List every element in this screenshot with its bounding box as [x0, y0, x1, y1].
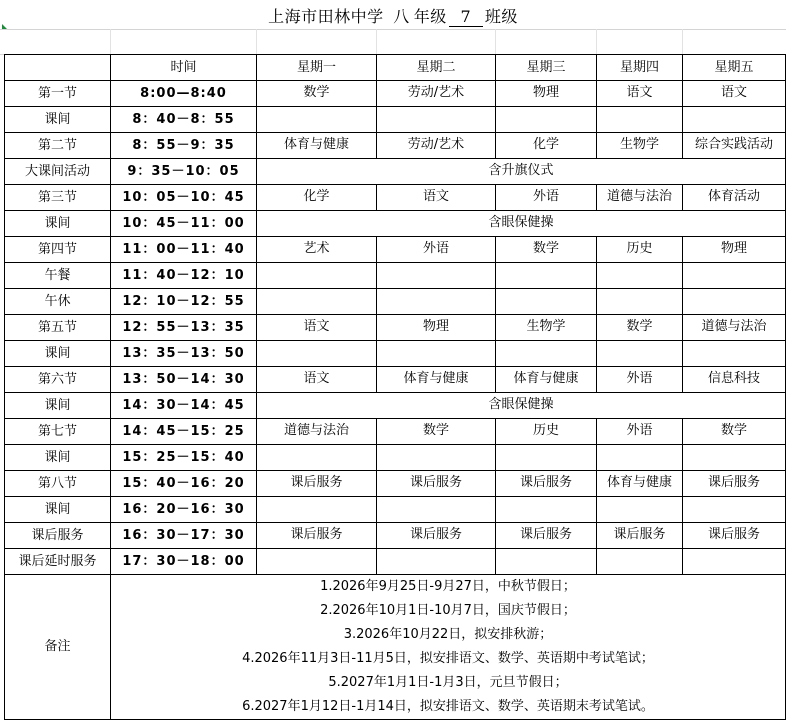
- table-row: [5, 419, 786, 445]
- subject-cell-fri[interactable]: 课后服务: [683, 471, 786, 497]
- subject-cell-fri[interactable]: [683, 497, 786, 523]
- gridline: [110, 29, 111, 54]
- merged-activity-cell[interactable]: 含眼保健操: [257, 211, 786, 237]
- header-cell-period[interactable]: [5, 55, 111, 81]
- merged-activity-cell[interactable]: 含升旗仪式: [257, 159, 786, 185]
- class-label: 班级: [484, 7, 518, 26]
- subject-cell-wed[interactable]: [496, 549, 597, 575]
- subject-cell-mon[interactable]: 体育与健康: [257, 133, 377, 159]
- subject-cell-wed[interactable]: [496, 107, 597, 133]
- subject-cell-fri[interactable]: 体育活动: [683, 185, 786, 211]
- subject-cell-tue[interactable]: [377, 263, 496, 289]
- subject-cell-thu[interactable]: 课后服务: [597, 523, 683, 549]
- subject-cell-fri[interactable]: 信息科技: [683, 367, 786, 393]
- note-line: 1.2026年9月25日-9月27日，中秋节假日；: [320, 579, 576, 594]
- time-cell[interactable]: 14：30－14：45: [111, 393, 257, 419]
- subject-cell-mon[interactable]: 课后服务: [257, 523, 377, 549]
- notes-row: [5, 575, 786, 720]
- header-row: [5, 55, 786, 81]
- table-row: [5, 107, 786, 133]
- subject-cell-tue[interactable]: [377, 497, 496, 523]
- time-cell[interactable]: 10：45－11：00: [111, 211, 257, 237]
- subject-cell-fri[interactable]: 课后服务: [683, 523, 786, 549]
- period-cell[interactable]: 课后延时服务: [5, 549, 111, 575]
- merged-activity-cell[interactable]: 含眼保健操: [257, 393, 786, 419]
- period-cell[interactable]: 课间: [5, 445, 111, 471]
- table-row: [5, 185, 786, 211]
- subject-cell-fri[interactable]: 综合实践活动: [683, 133, 786, 159]
- period-cell[interactable]: 第五节: [5, 315, 111, 341]
- time-cell[interactable]: 15：40－16：20: [111, 471, 257, 497]
- time-cell[interactable]: 17：30－18：00: [111, 549, 257, 575]
- period-cell[interactable]: 课间: [5, 393, 111, 419]
- subject-cell-thu[interactable]: 外语: [597, 419, 683, 445]
- time-cell[interactable]: 13：50－14：30: [111, 367, 257, 393]
- time-cell[interactable]: 11：40－12：10: [111, 263, 257, 289]
- subject-cell-thu[interactable]: [597, 107, 683, 133]
- subject-cell-tue[interactable]: 语文: [377, 185, 496, 211]
- table-row: [5, 81, 786, 107]
- subject-cell-wed[interactable]: 数学: [496, 237, 597, 263]
- subject-cell-thu[interactable]: 数学: [597, 315, 683, 341]
- subject-cell-tue[interactable]: [377, 107, 496, 133]
- header-cell-thursday[interactable]: 星期四: [597, 55, 683, 81]
- period-cell[interactable]: 第二节: [5, 133, 111, 159]
- time-cell[interactable]: 10：05－10：45: [111, 185, 257, 211]
- subject-cell-fri[interactable]: [683, 263, 786, 289]
- subject-cell-tue[interactable]: [377, 445, 496, 471]
- period-cell[interactable]: 第七节: [5, 419, 111, 445]
- period-cell[interactable]: 大课间活动: [5, 159, 111, 185]
- time-cell[interactable]: 8：55－9：35: [111, 133, 257, 159]
- subject-cell-mon[interactable]: [257, 549, 377, 575]
- subject-cell-wed[interactable]: 课后服务: [496, 471, 597, 497]
- subject-cell-wed[interactable]: 物理: [496, 81, 597, 107]
- subject-cell-tue[interactable]: [377, 549, 496, 575]
- subject-cell-thu[interactable]: [597, 289, 683, 315]
- subject-cell-wed[interactable]: 历史: [496, 419, 597, 445]
- subject-cell-mon[interactable]: 化学: [257, 185, 377, 211]
- note-line: 3.2026年10月22日，拟安排秋游；: [343, 627, 553, 642]
- subject-cell-mon[interactable]: 课后服务: [257, 471, 377, 497]
- period-cell[interactable]: 午休: [5, 289, 111, 315]
- period-cell[interactable]: 课间: [5, 107, 111, 133]
- subject-cell-thu[interactable]: 道德与法治: [597, 185, 683, 211]
- period-cell[interactable]: 第一节: [5, 81, 111, 107]
- table-row: [5, 211, 786, 237]
- subject-cell-mon[interactable]: 语文: [257, 315, 377, 341]
- header-cell-time[interactable]: 时间: [111, 55, 257, 81]
- subject-cell-tue[interactable]: 外语: [377, 237, 496, 263]
- subject-cell-fri[interactable]: [683, 289, 786, 315]
- subject-cell-tue[interactable]: [377, 341, 496, 367]
- subject-cell-wed[interactable]: [496, 341, 597, 367]
- subject-cell-thu[interactable]: 语文: [597, 81, 683, 107]
- subject-cell-thu[interactable]: [597, 263, 683, 289]
- gridline: [256, 29, 257, 54]
- subject-cell-tue[interactable]: 课后服务: [377, 471, 496, 497]
- page-title: [0, 4, 786, 27]
- table-row: [5, 289, 786, 315]
- period-cell[interactable]: 课后服务: [5, 523, 111, 549]
- subject-cell-tue[interactable]: 劳动/艺术: [377, 133, 496, 159]
- notes-label-cell[interactable]: 备注: [5, 575, 111, 720]
- timetable-grid: [4, 54, 786, 720]
- subject-cell-wed[interactable]: [496, 445, 597, 471]
- period-cell[interactable]: 第三节: [5, 185, 111, 211]
- subject-cell-mon[interactable]: [257, 107, 377, 133]
- class-number: 7: [449, 7, 483, 27]
- subject-cell-wed[interactable]: 课后服务: [496, 523, 597, 549]
- table-row: [5, 341, 786, 367]
- table-row: [5, 523, 786, 549]
- period-cell[interactable]: 第四节: [5, 237, 111, 263]
- gridline: [495, 29, 496, 54]
- period-cell[interactable]: 课间: [5, 497, 111, 523]
- subject-cell-wed[interactable]: [496, 497, 597, 523]
- header-cell-wednesday[interactable]: 星期三: [496, 55, 597, 81]
- gridline: [682, 29, 683, 54]
- subject-cell-mon[interactable]: 数学: [257, 81, 377, 107]
- time-cell[interactable]: 14：45－15：25: [111, 419, 257, 445]
- time-cell[interactable]: 16：20－16：30: [111, 497, 257, 523]
- subject-cell-fri[interactable]: [683, 445, 786, 471]
- header-cell-monday[interactable]: 星期一: [257, 55, 377, 81]
- subject-cell-fri[interactable]: [683, 549, 786, 575]
- subject-cell-fri[interactable]: 道德与法治: [683, 315, 786, 341]
- subject-cell-thu[interactable]: 历史: [597, 237, 683, 263]
- table-row: [5, 393, 786, 419]
- table-row: [5, 159, 786, 185]
- time-cell[interactable]: 13：35－13：50: [111, 341, 257, 367]
- table-row: [5, 367, 786, 393]
- table-row: [5, 497, 786, 523]
- subject-cell-fri[interactable]: [683, 341, 786, 367]
- subject-cell-mon[interactable]: [257, 263, 377, 289]
- note-line: 4.2026年11月3日-11月5日，拟安排语文、数学、英语期中考试笔试；: [242, 651, 654, 666]
- time-cell[interactable]: 11：00－11：40: [111, 237, 257, 263]
- grade-label: 年级: [413, 7, 447, 26]
- note-line: 5.2027年1月1日-1月3日，元旦节假日；: [328, 675, 568, 690]
- subject-cell-thu[interactable]: [597, 341, 683, 367]
- subject-cell-fri[interactable]: 语文: [683, 81, 786, 107]
- time-cell[interactable]: 12：55－13：35: [111, 315, 257, 341]
- subject-cell-mon[interactable]: 艺术: [257, 237, 377, 263]
- table-row: [5, 471, 786, 497]
- grade-value: 八: [393, 7, 410, 26]
- subject-cell-wed[interactable]: 生物学: [496, 315, 597, 341]
- subject-cell-mon[interactable]: [257, 341, 377, 367]
- table-row: [5, 263, 786, 289]
- time-cell[interactable]: 8：40－8：55: [111, 107, 257, 133]
- subject-cell-fri[interactable]: [683, 107, 786, 133]
- subject-cell-thu[interactable]: 生物学: [597, 133, 683, 159]
- time-cell[interactable]: 15：25－15：40: [111, 445, 257, 471]
- period-cell[interactable]: 课间: [5, 341, 111, 367]
- subject-cell-mon[interactable]: [257, 289, 377, 315]
- subject-cell-thu[interactable]: 体育与健康: [597, 471, 683, 497]
- subject-cell-thu[interactable]: [597, 549, 683, 575]
- timetable-body: [5, 81, 786, 575]
- time-cell[interactable]: 12：10－12：55: [111, 289, 257, 315]
- table-row: [5, 445, 786, 471]
- subject-cell-tue[interactable]: 课后服务: [377, 523, 496, 549]
- school-name: 上海市田林中学: [268, 7, 384, 26]
- blank-row[interactable]: [0, 29, 786, 55]
- title-row[interactable]: [0, 0, 786, 30]
- subject-cell-mon[interactable]: 道德与法治: [257, 419, 377, 445]
- table-row: [5, 237, 786, 263]
- subject-cell-tue[interactable]: 劳动/艺术: [377, 81, 496, 107]
- subject-cell-wed[interactable]: [496, 263, 597, 289]
- period-cell[interactable]: 午餐: [5, 263, 111, 289]
- subject-cell-fri[interactable]: 物理: [683, 237, 786, 263]
- period-cell[interactable]: 课间: [5, 211, 111, 237]
- header-cell-friday[interactable]: 星期五: [683, 55, 786, 81]
- notes-cell[interactable]: [111, 575, 786, 720]
- table-row: [5, 315, 786, 341]
- subject-cell-thu[interactable]: [597, 445, 683, 471]
- subject-cell-mon[interactable]: [257, 445, 377, 471]
- period-cell[interactable]: 第八节: [5, 471, 111, 497]
- subject-cell-wed[interactable]: [496, 289, 597, 315]
- subject-cell-fri[interactable]: 数学: [683, 419, 786, 445]
- subject-cell-thu[interactable]: 外语: [597, 367, 683, 393]
- table-row: [5, 133, 786, 159]
- subject-cell-wed[interactable]: 体育与健康: [496, 367, 597, 393]
- subject-cell-tue[interactable]: [377, 289, 496, 315]
- subject-cell-mon[interactable]: [257, 497, 377, 523]
- subject-cell-tue[interactable]: 物理: [377, 315, 496, 341]
- subject-cell-wed[interactable]: 外语: [496, 185, 597, 211]
- subject-cell-thu[interactable]: [597, 497, 683, 523]
- time-cell[interactable]: 9：35－10：05: [111, 159, 257, 185]
- subject-cell-wed[interactable]: 化学: [496, 133, 597, 159]
- header-cell-tuesday[interactable]: 星期二: [377, 55, 496, 81]
- note-line: 2.2026年10月1日-10月7日，国庆节假日；: [320, 603, 576, 618]
- gridline: [376, 29, 377, 54]
- note-line: 6.2027年1月12日-1月14日，拟安排语文、数学、英语期末考试笔试。: [242, 699, 654, 714]
- subject-cell-tue[interactable]: 数学: [377, 419, 496, 445]
- subject-cell-tue[interactable]: 体育与健康: [377, 367, 496, 393]
- table-row: [5, 549, 786, 575]
- time-cell[interactable]: 8:00—8:40: [111, 81, 257, 107]
- time-cell[interactable]: 16：30－17：30: [111, 523, 257, 549]
- period-cell[interactable]: 第六节: [5, 367, 111, 393]
- gridline: [596, 29, 597, 54]
- subject-cell-mon[interactable]: 语文: [257, 367, 377, 393]
